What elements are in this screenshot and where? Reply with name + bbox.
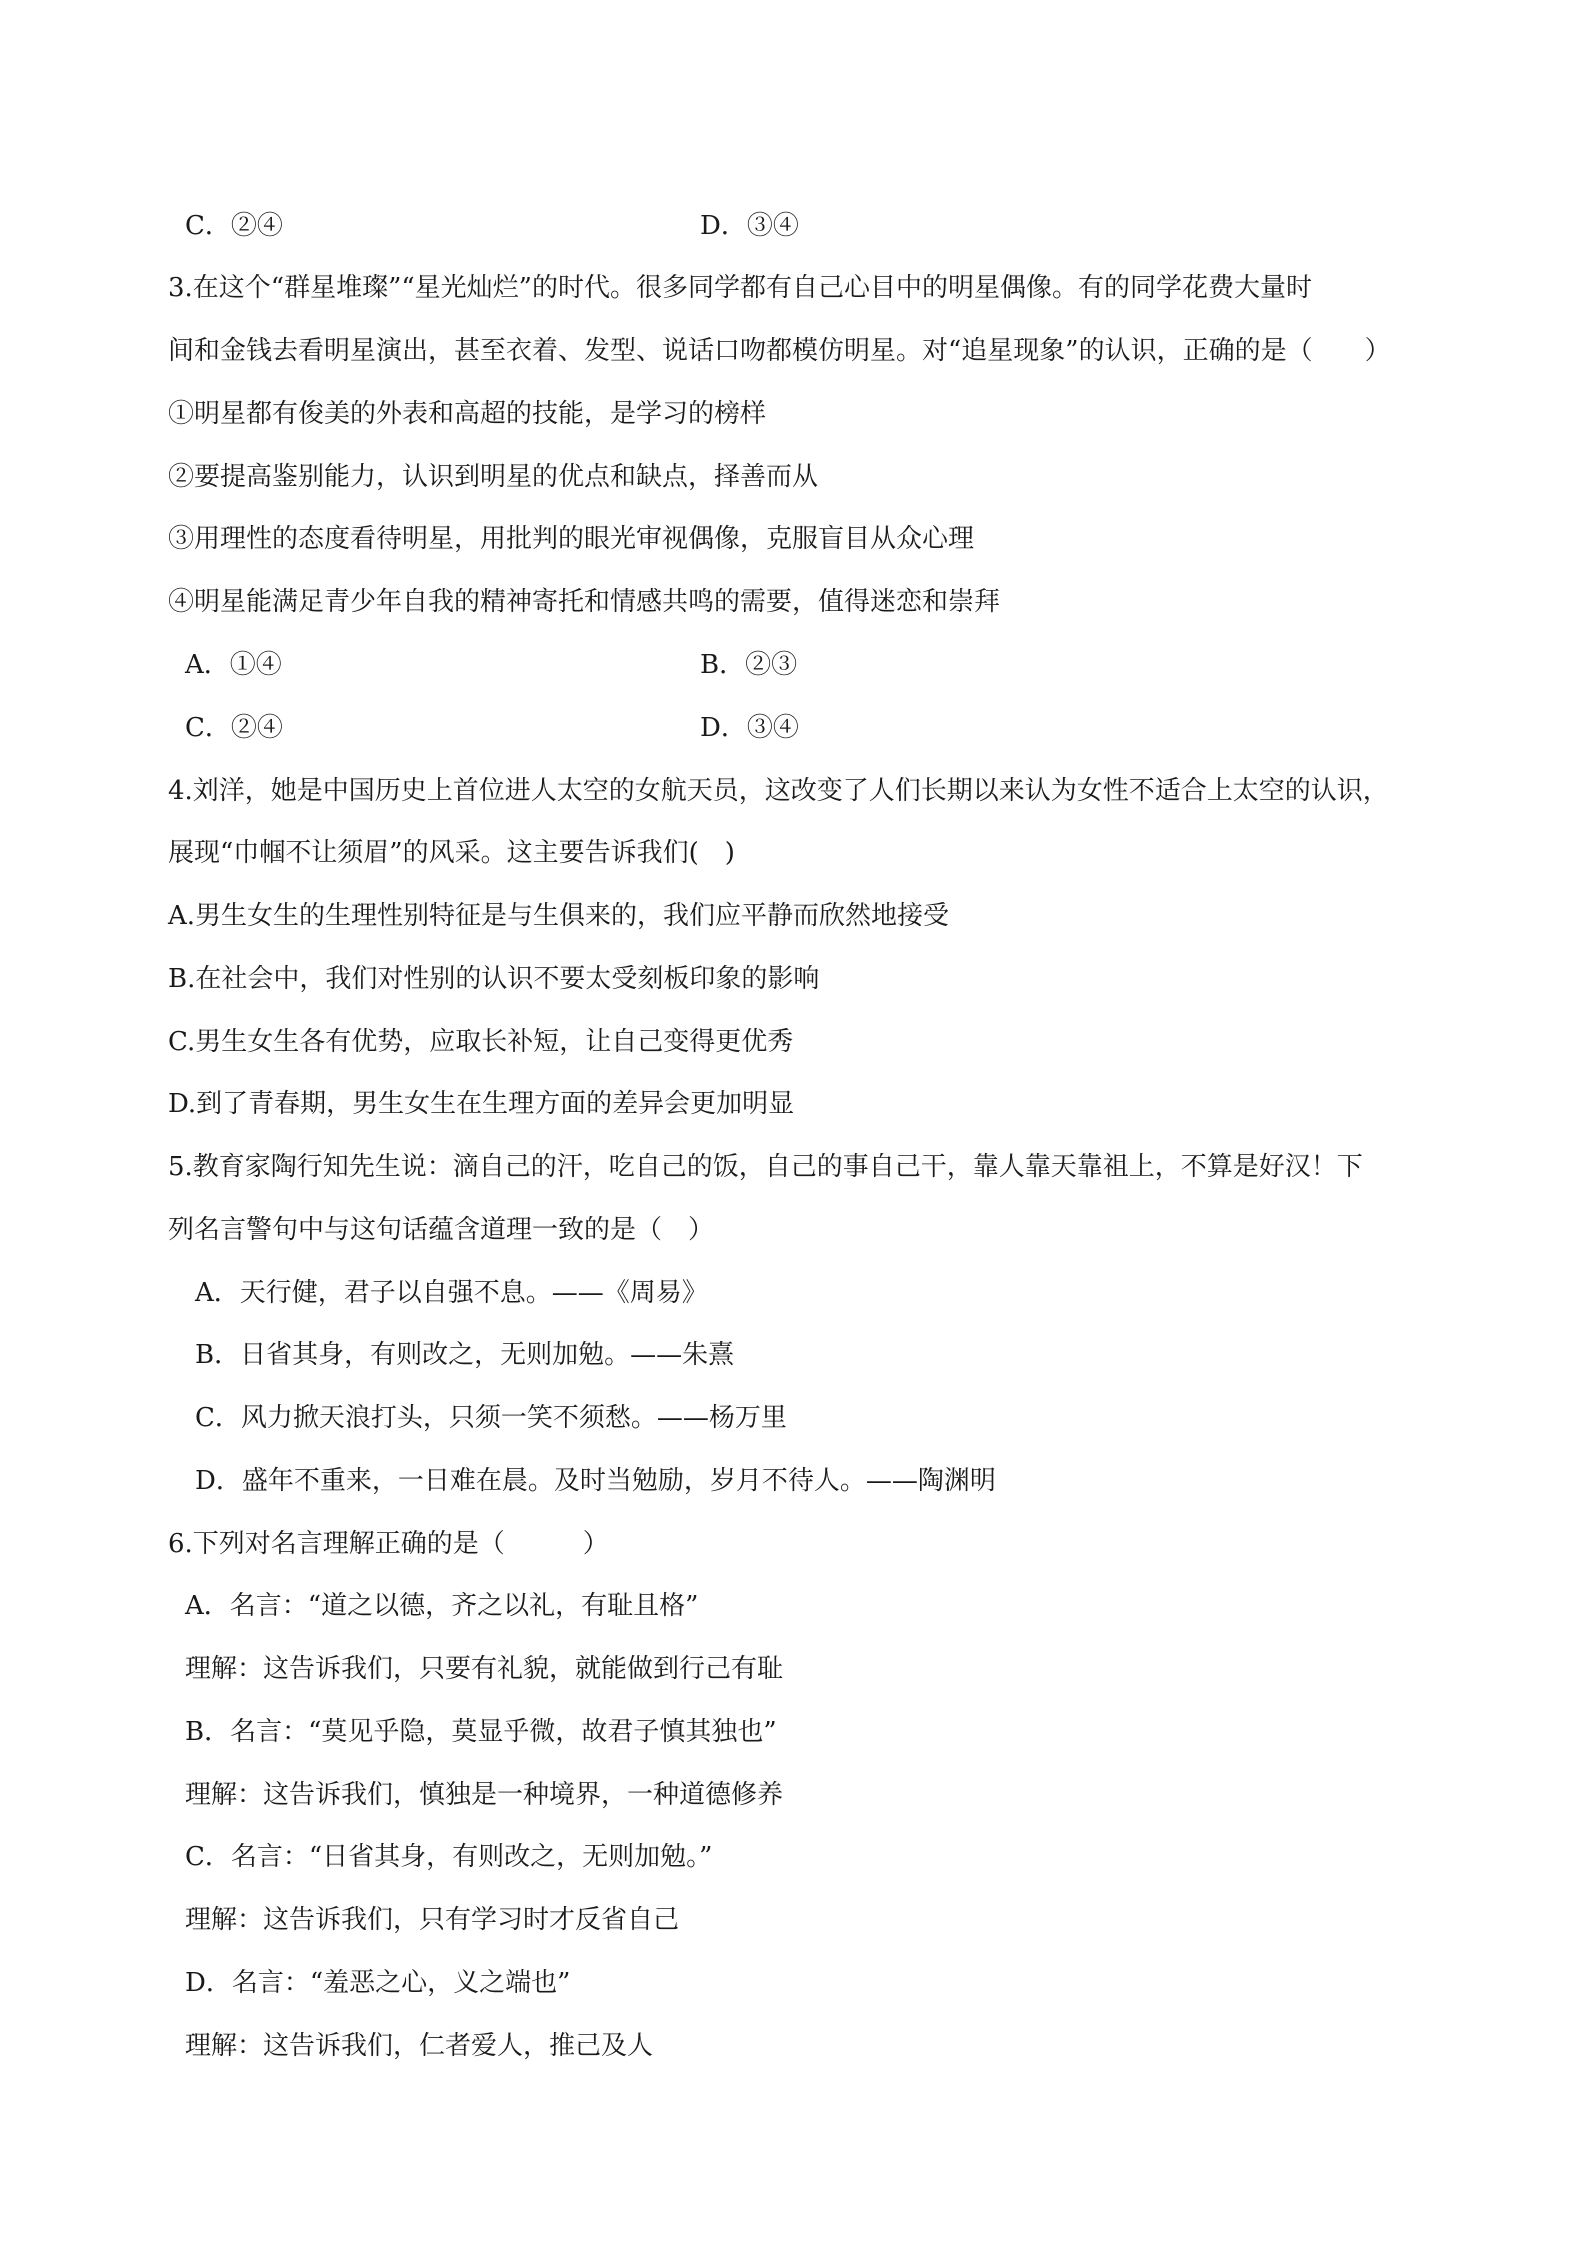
question-3-option-c: C．②④ [185, 713, 283, 743]
question-6-option-b: B．名言：“莫见乎隐，莫显乎微，故君子慎其独也” [185, 1717, 777, 1747]
question-6-option-a: A．名言：“道之以德，齐之以礼，有耻且格” [185, 1591, 699, 1621]
question-3-option-d: D．③④ [700, 713, 799, 743]
question-3-stem-line-1: 3.在这个“群星堆璨”“星光灿烂”的时代。很多同学都有自己心目中的明星偶像。有的同学花费大量时 [168, 273, 1312, 303]
question-6-explanation-d: 理解：这告诉我们，仁者爱人，推己及人 [185, 2031, 654, 2061]
question-6-option-d: D．名言：“羞恶之心，义之端也” [185, 1968, 571, 1998]
question-5-option-d: D．盛年不重来，一日难在晨。及时当勉励，岁月不待人。——陶渊明 [195, 1466, 996, 1496]
question-3-option-a: A．①④ [185, 650, 282, 680]
question-6-explanation-b: 理解：这告诉我们，慎独是一种境界，一种道德修养 [185, 1780, 784, 1810]
question-3-stem-line-2: 间和金钱去看明星演出，甚至衣着、发型、说话口吻都模仿明星。对“追星现象”的认识，正确的是（ ） [168, 336, 1391, 366]
question-4-option-c: C.男生女生各有优势，应取长补短，让自己变得更优秀 [168, 1027, 794, 1057]
option-c: C．②④ [185, 211, 283, 241]
question-6-stem: 6.下列对名言理解正确的是（ ） [168, 1529, 609, 1559]
question-4-stem-line-1: 4.刘洋，她是中国历史上首位进人太空的女航天员，这改变了人们长期以来认为女性不适合上太空的认识， [168, 776, 1389, 806]
question-3-statement-4: ④明星能满足青少年自我的精神寄托和情感共鸣的需要，值得迷恋和崇拜 [168, 587, 1001, 617]
question-5-option-c: C．风力掀天浪打头，只须一笑不须愁。——杨万里 [195, 1403, 787, 1433]
question-3-statement-2: ②要提高鉴别能力，认识到明星的优点和缺点，择善而从 [168, 462, 819, 492]
question-5-option-b: B．日省其身，有则改之，无则加勉。——朱熹 [195, 1340, 735, 1370]
question-5-stem-line-2: 列名言警句中与这句话蕴含道理一致的是（ ） [168, 1215, 715, 1245]
question-6-explanation-c: 理解：这告诉我们，只有学习时才反省自己 [185, 1905, 680, 1935]
question-4-option-b: B.在社会中，我们对性别的认识不要太受刻板印象的影响 [168, 964, 820, 994]
question-4-stem-line-2: 展现“巾帼不让须眉”的风采。这主要告诉我们( ) [168, 838, 735, 868]
question-4-option-d: D.到了青春期，男生女生在生理方面的差异会更加明显 [168, 1089, 795, 1119]
question-5-option-a: A．天行健，君子以自强不息。——《周易》 [195, 1278, 708, 1308]
question-3-option-b: B．②③ [700, 650, 798, 680]
option-d: D．③④ [700, 211, 799, 241]
question-3-statement-1: ①明星都有俊美的外表和高超的技能，是学习的榜样 [168, 399, 767, 429]
question-6-explanation-a: 理解：这告诉我们，只要有礼貌，就能做到行己有耻 [185, 1654, 784, 1684]
question-5-stem-line-1: 5.教育家陶行知先生说：滴自己的汗，吃自己的饭，自己的事自己干，靠人靠天靠祖上，不算是好汉！下 [168, 1152, 1363, 1182]
question-3-statement-3: ③用理性的态度看待明星，用批判的眼光审视偶像，克服盲目从众心理 [168, 524, 975, 554]
question-4-option-a: A.男生女生的生理性别特征是与生俱来的，我们应平静而欣然地接受 [168, 901, 950, 931]
question-6-option-c: C．名言：“日省其身，有则改之，无则加勉。” [185, 1842, 713, 1872]
